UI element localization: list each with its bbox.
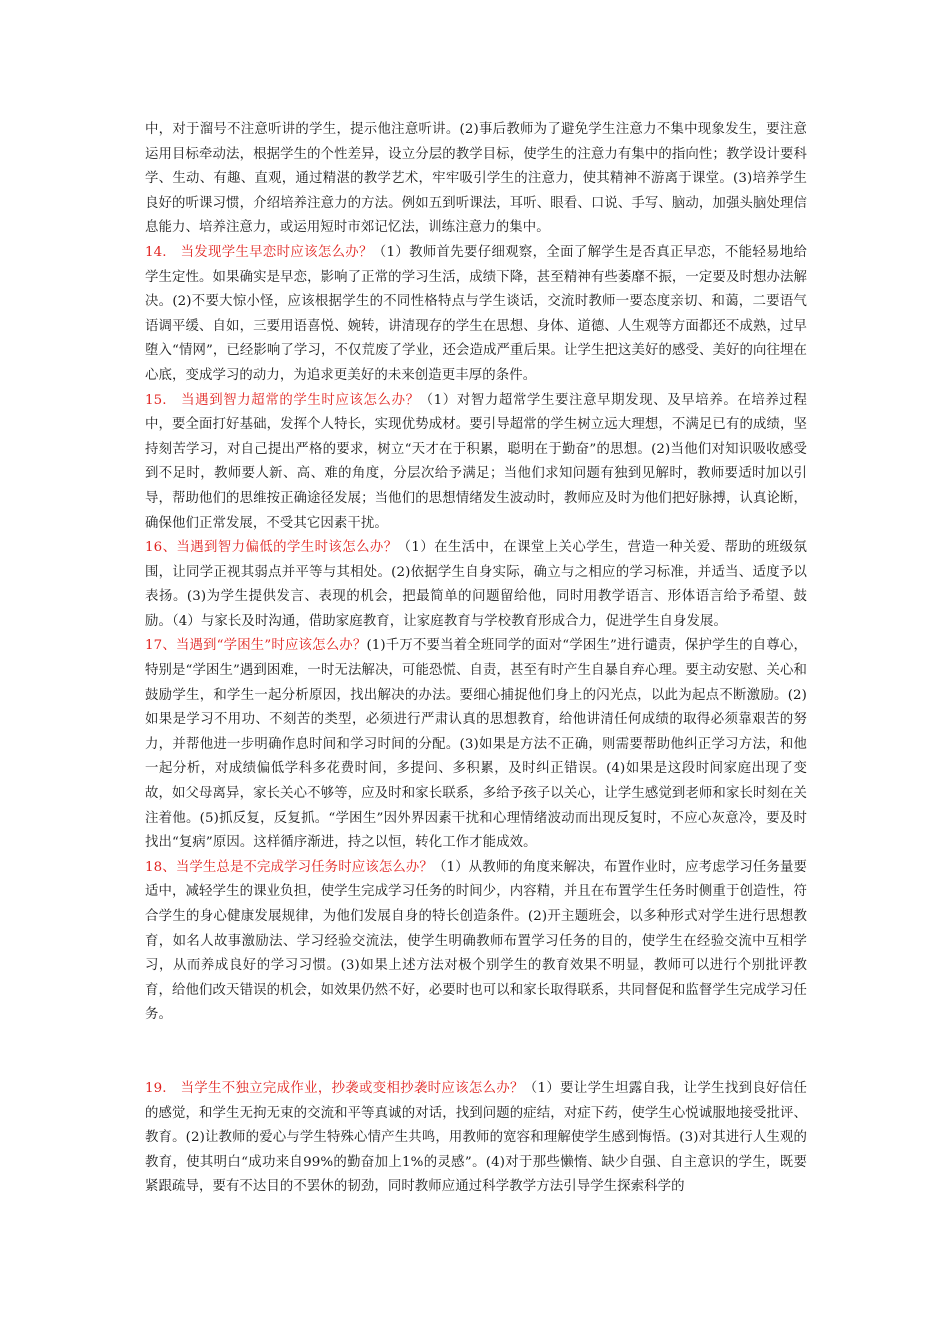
- section-gap: [145, 1028, 807, 1077]
- question-17: 17、当遇到“学困生”时应该怎么办？: [145, 638, 367, 654]
- answer-18: （1）从教师的角度来解决，布置作业时，应考虑学习任务量要适中，减轻学生的课业负担，使学生完成学习任务的时间少，内容精，并且在布置学生任务时侧重于创造性，符合学生的身心健康发展规律，为他们发展自身的特长创造条件。(2)开主题班会，以多种形式对学生进行思想教育，如名人故事激励法、学习经验交流法，使学生明确教师布置学习任务的目的，使学生在经验交流中互相学习，从而养成良好的学习习惯。(3)如果上述方法对极个别学生的教育效果不明显，教师可以进行个别批评教育，给他们改天错误的机会，如效果仍然不好，必要时也可以和家长取得联系，共同督促和监督学生完成学习任务。: [145, 859, 807, 1023]
- qa-item-16: [145, 536, 807, 634]
- answer-15: （1）对智力超常学生要注意早期发现、及早培养。在培养过程中，要全面打好基础，发挥个人特长，实现优势成材。要引导超常的学生树立远大理想，不满足已有的成绩，坚持刻苦学习，对自己提出严格的要求，树立“天才在于积累，聪明在于勤奋”的思想。(2)当他们对知识吸收感受到不足时，教师要人新、高、难的角度，分层次给予满足；当他们求知问题有独到见解时，教师要适时加以引导，帮助他们的思维按正确途径发展；当他们的思想情绪发生波动时，教师应及时为他们把好脉搏，认真论断，确保他们正常发展，不受其它因素干扰。: [145, 392, 807, 531]
- answer-17: (1)千万不要当着全班同学的面对“学困生”进行谴责，保护学生的自尊心，特别是“学困生”遇到困难，一时无法解决，可能恐慌、自责，甚至有时产生自暴自弃心理。要主动安慰、关心和鼓励学生，和学生一起分析原因，找出解决的办法。要细心捕捉他们身上的闪光点，以此为起点不断激励。(2)如果是学习不用功、不刻苦的类型，必须进行严肃认真的思想教育，给他讲清任何成绩的取得必须靠艰苦的努力，并帮他进一步明确作息时间和学习时间的分配。(3)如果是方法不正确，则需要帮助他纠正学习方法，和他一起分析，对成绩偏低学科多花费时间，多提问、多积累，及时纠正错误。(4)如果是这段时间家庭出现了变故，如父母离异，家长关心不够等，应及时和家长联系，多给予孩子以关心，让学生感觉到老师和家长时刻在关注着他。(5)抓反复，反复抓。“学困生”因外界因素干扰和心理情绪波动而出现反复时，不应心灰意冷，要及时找出“复病”原因。这样循序渐进，持之以恒，转化工作才能成效。: [145, 638, 807, 851]
- question-14: 14. 当发现学生早恋时应该怎么办？: [145, 244, 373, 260]
- qa-item-19: [145, 1077, 807, 1200]
- question-18: 18、当学生总是不完成学习任务时应该怎么办？: [145, 859, 433, 875]
- intro-paragraph: 中，对于溜号不注意听讲的学生，提示他注意听讲。(2)事后教师为了避免学生注意力不集中现象发生，要注意运用目标牵动法，根据学生的个性差异，设立分层的教学目标，使学生的注意力有集中的指向性；教学设计要科学、生动、有趣、直观，通过精湛的教学艺术，牢牢吸引学生的注意力，使其精神不游离于课堂。(3)培养学生良好的听课习惯，介绍培养注意力的方法。例如五到听课法，耳听、眼看、口说、手写、脑动，加强头脑处理信息能力、培养注意力，或运用短时市郊记忆法，训练注意力的集中。: [145, 122, 807, 236]
- answer-14: （1）教师首先要仔细观察，全面了解学生是否真正早恋，不能轻易地给学生定性。如果确实是早恋，影响了正常的学习生活，成绩下降，甚至精神有些萎靡不振，一定要及时想办法解决。(2)不要大惊小怪，应该根据学生的不同性格特点与学生谈话，交流时教师一要态度亲切、和蔼，二要语气语调平缓、自如，三要用语喜悦、婉转，讲清现存的学生在思想、身体、道德、人生观等方面都还不成熟，过早堕入“情网”，已经影响了学习，不仅荒废了学业，还会造成严重后果。让学生把这美好的感受、美好的向往埋在心底，变成学习的动力，为追求更美好的未来创造更丰厚的条件。: [145, 244, 807, 383]
- answer-16: （1）在生活中，在课堂上关心学生，营造一种关爱、帮助的班级氛围，让同学正视其弱点并平等与其相处。(2)依据学生自身实际，确立与之相应的学习标准，并适当、适度予以表扬。(3)为学生提供发言、表现的机会，把最简单的问题留给他，同时用教学语言、形体语言给予希望、鼓励。（4）与家长及时沟通，借助家庭教育，让家庭教育与学校教育形成合力，促进学生自身发展。: [145, 540, 807, 629]
- answer-19: （1）要让学生坦露自我，让学生找到良好信任的感觉，和学生无拘无束的交流和平等真诚的对话，找到问题的症结，对症下药，使学生心悦诚服地接受批评、教育。(2)让教师的爱心与学生特殊心情产生共鸣，用教师的宽容和理解使学生感到悔悟。(3)对其进行人生观的教育，使其明白“成功来自99%的勤奋加上1%的灵感”。(4)对于那些懒惰、缺少自强、自主意识的学生，既要紧跟疏导，要有不达目的不罢休的韧劲，同时教师应通过科学教学方法引导学生探索科学的: [145, 1080, 807, 1195]
- question-15: 15. 当遇到智力超常的学生时应该怎么办？: [145, 392, 420, 408]
- qa-item-18: [145, 856, 807, 1028]
- qa-item-14: [145, 241, 807, 389]
- qa-item-15: [145, 389, 807, 537]
- question-19: 19. 当学生不独立完成作业，抄袭或变相抄袭时应该怎么办？: [145, 1080, 524, 1096]
- question-16: 16、当遇到智力偏低的学生时该怎么办？: [145, 540, 398, 556]
- document-page: [145, 118, 807, 1200]
- qa-item-17: [145, 634, 807, 855]
